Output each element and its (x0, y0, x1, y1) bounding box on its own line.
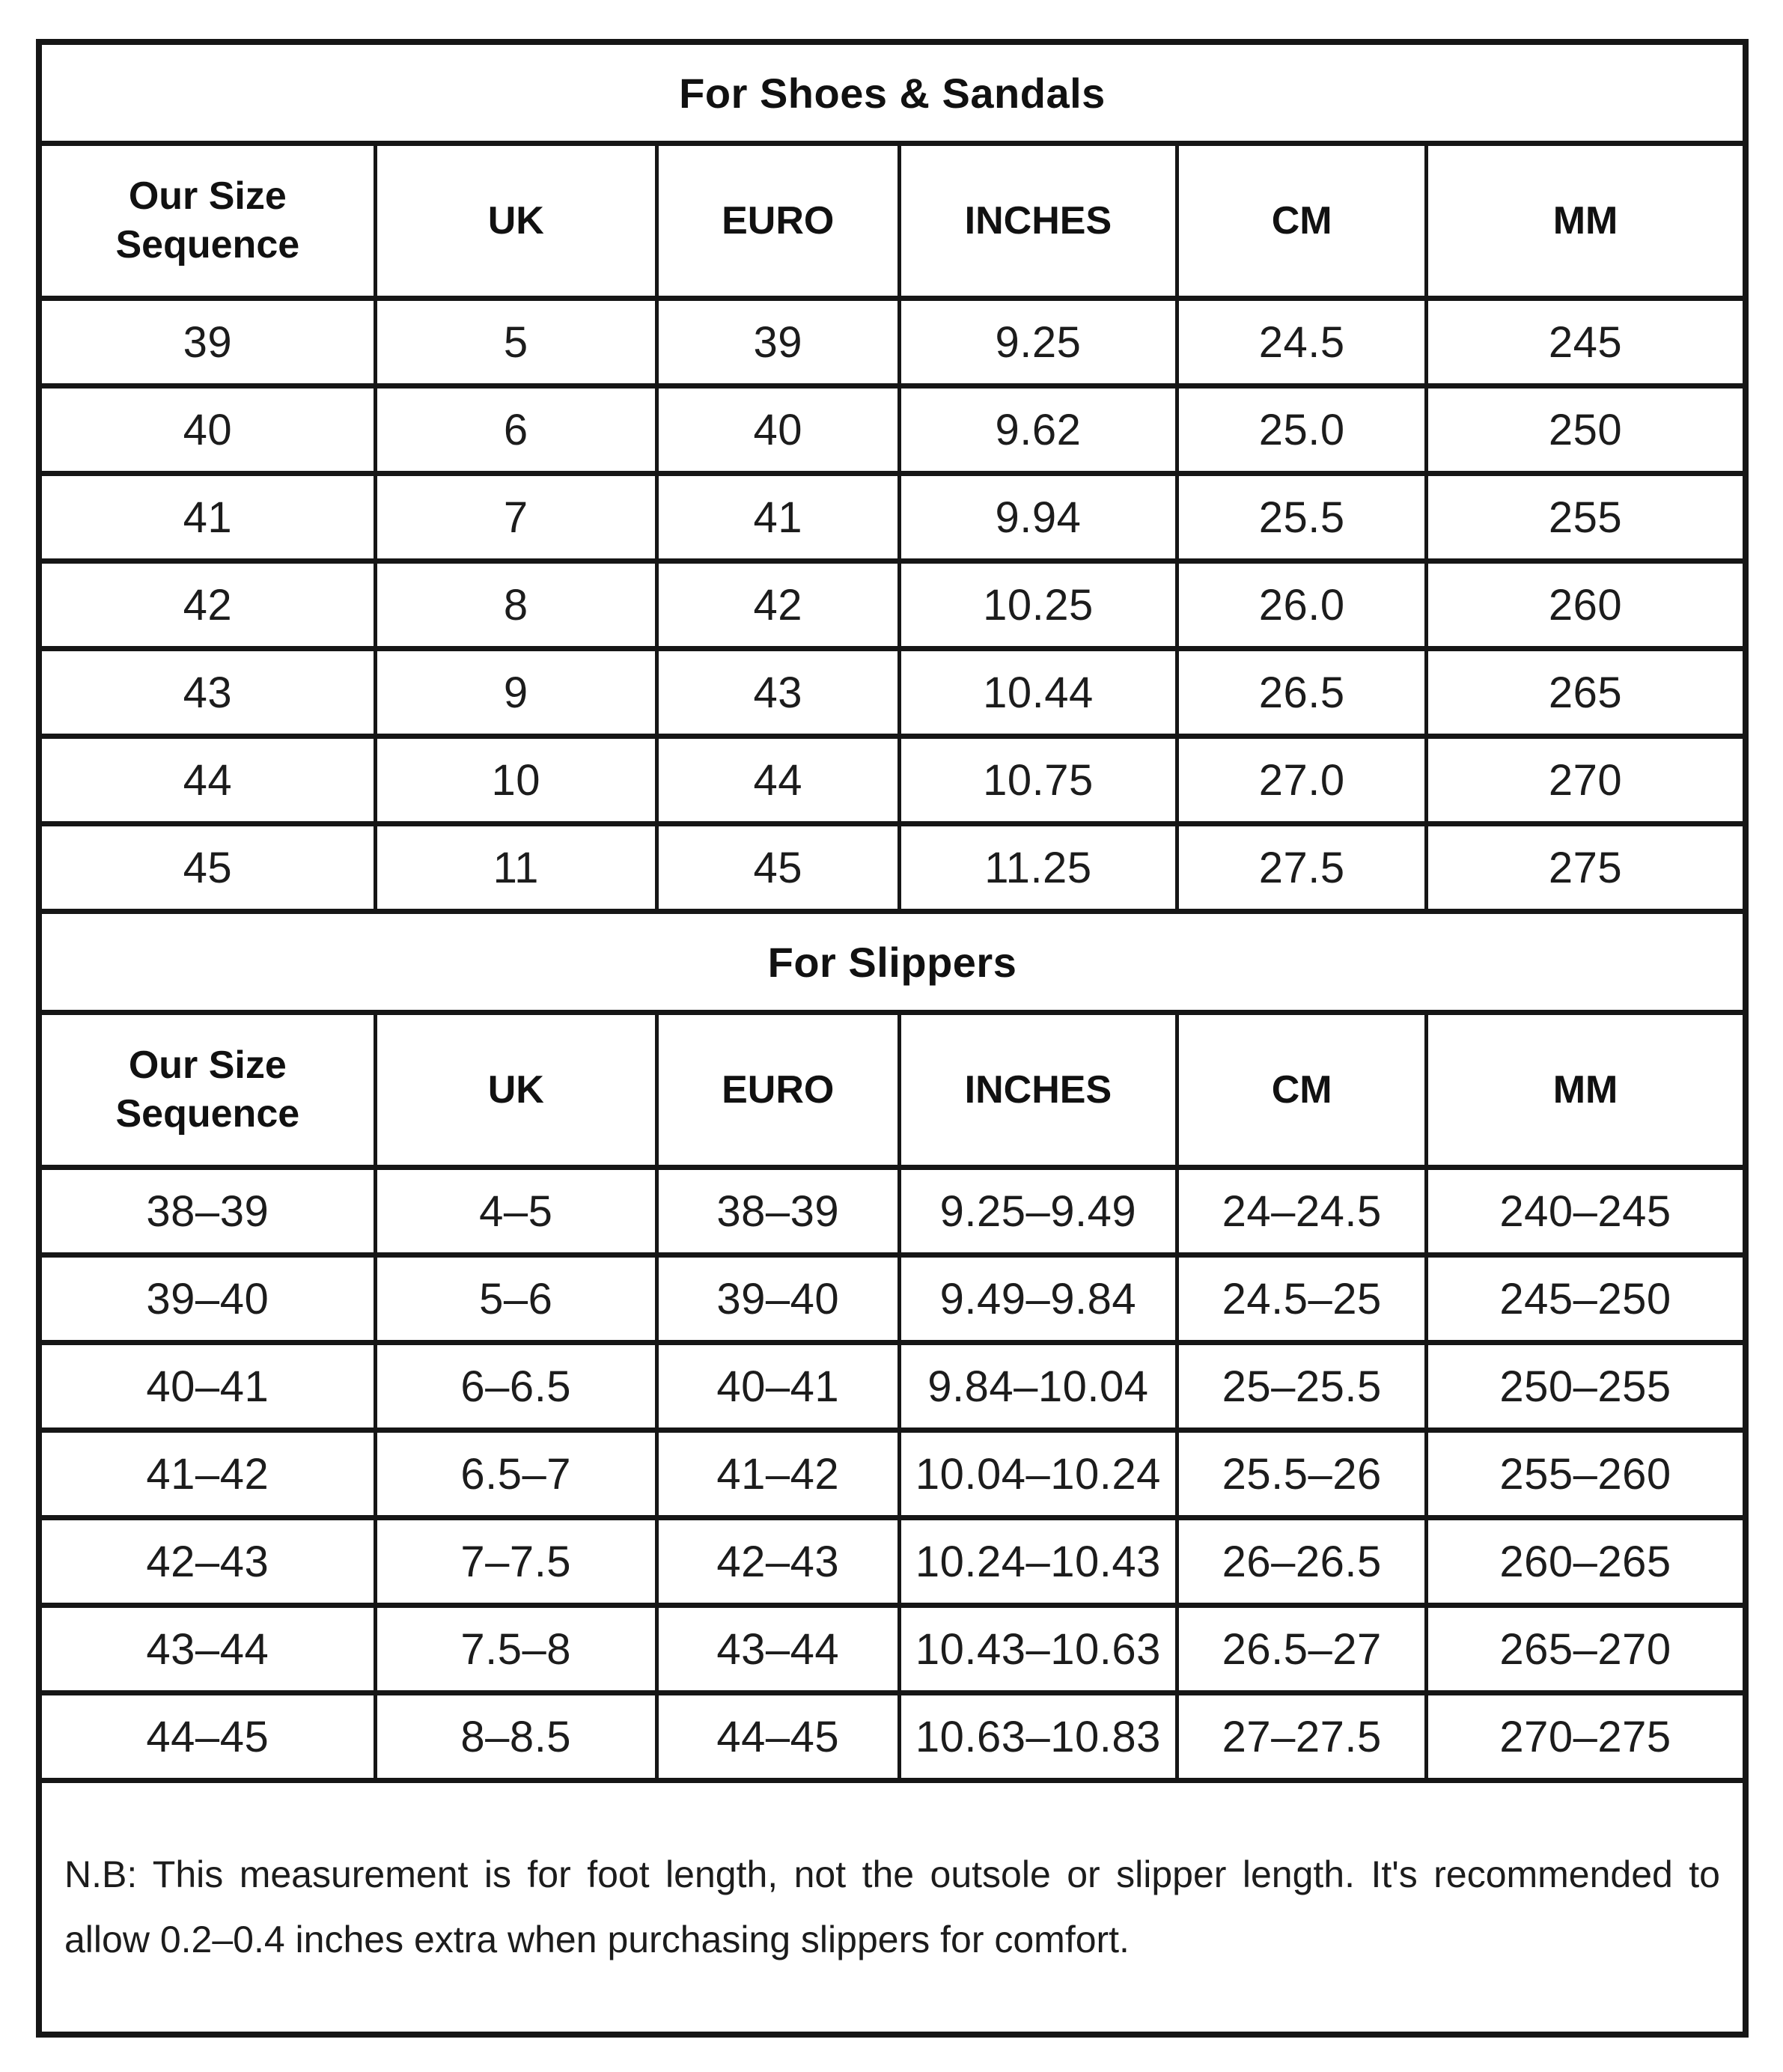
table-cell: 24.5 (1177, 299, 1427, 386)
table-cell: 27.0 (1177, 737, 1427, 824)
table-cell: 25.5 (1177, 474, 1427, 561)
table-row (39, 561, 1746, 649)
column-header-uk: UK (375, 1013, 656, 1168)
table-cell: 26.5 (1177, 649, 1427, 737)
table-cell: 42 (656, 561, 899, 649)
table-cell: 9.84–10.04 (899, 1343, 1177, 1430)
section-title-row (39, 912, 1746, 1013)
table-cell: 4–5 (375, 1168, 656, 1255)
table-cell: 7.5–8 (375, 1606, 656, 1693)
table-cell: 270 (1427, 737, 1746, 824)
table-cell: 40–41 (656, 1343, 899, 1430)
table-cell: 10.43–10.63 (899, 1606, 1177, 1693)
table-cell: 42 (39, 561, 375, 649)
table-cell: 42–43 (656, 1518, 899, 1606)
table-cell: 255–260 (1427, 1430, 1746, 1518)
table-cell: 38–39 (39, 1168, 375, 1255)
table-cell: 10.04–10.24 (899, 1430, 1177, 1518)
size-chart-table (36, 39, 1749, 2038)
table-cell: 44–45 (39, 1693, 375, 1781)
table-cell: 10.44 (899, 649, 1177, 737)
table-cell: 11.25 (899, 824, 1177, 912)
table-cell: 40–41 (39, 1343, 375, 1430)
table-cell: 26–26.5 (1177, 1518, 1427, 1606)
table-row (39, 1343, 1746, 1430)
table-row (39, 1430, 1746, 1518)
section-title-slippers: For Slippers (39, 912, 1746, 1013)
column-header-our-size: Our Size Sequence (39, 1013, 375, 1168)
column-header-euro: EURO (656, 144, 899, 299)
table-cell: 260–265 (1427, 1518, 1746, 1606)
table-row (39, 649, 1746, 737)
table-cell: 240–245 (1427, 1168, 1746, 1255)
table-cell: 245–250 (1427, 1255, 1746, 1343)
table-cell: 43 (656, 649, 899, 737)
column-header-cm: CM (1177, 1013, 1427, 1168)
column-header-cm: CM (1177, 144, 1427, 299)
table-cell: 25–25.5 (1177, 1343, 1427, 1430)
table-cell: 27.5 (1177, 824, 1427, 912)
table-row (39, 299, 1746, 386)
table-cell: 9.25 (899, 299, 1177, 386)
column-header-our-size: Our Size Sequence (39, 144, 375, 299)
column-header-row (39, 1013, 1746, 1168)
table-cell: 250 (1427, 386, 1746, 474)
section-title-row (39, 42, 1746, 144)
table-cell: 39 (39, 299, 375, 386)
table-cell: 10.24–10.43 (899, 1518, 1177, 1606)
table-cell: 41–42 (39, 1430, 375, 1518)
table-cell: 45 (39, 824, 375, 912)
table-cell: 25.0 (1177, 386, 1427, 474)
table-cell: 43–44 (656, 1606, 899, 1693)
table-cell: 41 (656, 474, 899, 561)
column-header-mm: MM (1427, 1013, 1746, 1168)
table-cell: 265–270 (1427, 1606, 1746, 1693)
table-cell: 40 (656, 386, 899, 474)
table-cell: 38–39 (656, 1168, 899, 1255)
column-header-euro: EURO (656, 1013, 899, 1168)
table-cell: 8 (375, 561, 656, 649)
table-row (39, 824, 1746, 912)
table-cell: 41 (39, 474, 375, 561)
column-header-inches: INCHES (899, 144, 1177, 299)
table-row (39, 1693, 1746, 1781)
footnote-row (39, 1781, 1746, 2035)
table-row (39, 1255, 1746, 1343)
table-row (39, 474, 1746, 561)
footnote-text: N.B: This measurement is for foot length, not the outsole or slipper length. It's recommended to allow 0.2–0.4 inches extra when purchasing slippers for comfort. (39, 1781, 1746, 2035)
table-cell: 265 (1427, 649, 1746, 737)
table-cell: 41–42 (656, 1430, 899, 1518)
table-cell: 7–7.5 (375, 1518, 656, 1606)
table-cell: 9.94 (899, 474, 1177, 561)
table-cell: 10 (375, 737, 656, 824)
table-cell: 26.5–27 (1177, 1606, 1427, 1693)
table-cell: 39 (656, 299, 899, 386)
table-cell: 40 (39, 386, 375, 474)
table-cell: 9.49–9.84 (899, 1255, 1177, 1343)
table-cell: 6 (375, 386, 656, 474)
table-cell: 24–24.5 (1177, 1168, 1427, 1255)
table-cell: 45 (656, 824, 899, 912)
column-header-uk: UK (375, 144, 656, 299)
table-row (39, 386, 1746, 474)
table-cell: 26.0 (1177, 561, 1427, 649)
table-cell: 43 (39, 649, 375, 737)
table-cell: 9 (375, 649, 656, 737)
table-row (39, 737, 1746, 824)
table-cell: 275 (1427, 824, 1746, 912)
column-header-mm: MM (1427, 144, 1746, 299)
table-cell: 24.5–25 (1177, 1255, 1427, 1343)
table-row (39, 1168, 1746, 1255)
table-cell: 27–27.5 (1177, 1693, 1427, 1781)
table-cell: 44 (656, 737, 899, 824)
table-cell: 25.5–26 (1177, 1430, 1427, 1518)
table-cell: 43–44 (39, 1606, 375, 1693)
table-cell: 5–6 (375, 1255, 656, 1343)
table-cell: 39–40 (39, 1255, 375, 1343)
column-header-row (39, 144, 1746, 299)
table-cell: 44 (39, 737, 375, 824)
column-header-inches: INCHES (899, 1013, 1177, 1168)
table-row (39, 1606, 1746, 1693)
table-cell: 255 (1427, 474, 1746, 561)
table-cell: 260 (1427, 561, 1746, 649)
table-cell: 5 (375, 299, 656, 386)
table-cell: 250–255 (1427, 1343, 1746, 1430)
table-cell: 270–275 (1427, 1693, 1746, 1781)
table-row (39, 1518, 1746, 1606)
table-cell: 10.63–10.83 (899, 1693, 1177, 1781)
table-cell: 10.75 (899, 737, 1177, 824)
table-cell: 9.62 (899, 386, 1177, 474)
table-cell: 8–8.5 (375, 1693, 656, 1781)
table-cell: 9.25–9.49 (899, 1168, 1177, 1255)
table-cell: 42–43 (39, 1518, 375, 1606)
table-cell: 6.5–7 (375, 1430, 656, 1518)
table-cell: 6–6.5 (375, 1343, 656, 1430)
table-cell: 11 (375, 824, 656, 912)
table-cell: 39–40 (656, 1255, 899, 1343)
table-cell: 245 (1427, 299, 1746, 386)
table-cell: 44–45 (656, 1693, 899, 1781)
table-cell: 10.25 (899, 561, 1177, 649)
table-cell: 7 (375, 474, 656, 561)
section-title-shoes-sandals: For Shoes & Sandals (39, 42, 1746, 144)
